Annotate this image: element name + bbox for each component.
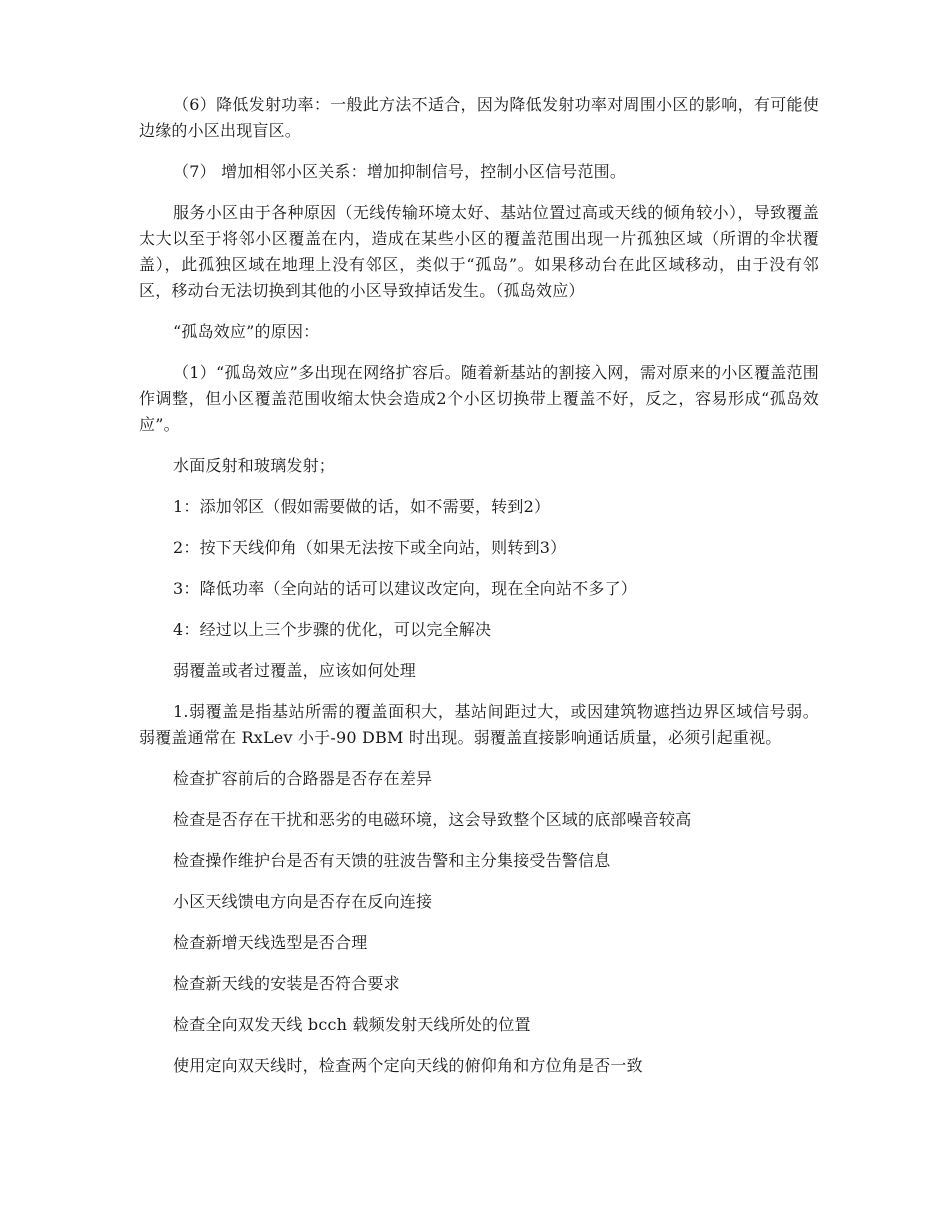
- paragraph-check-combiner: 检查扩容前后的合路器是否存在差异: [173, 769, 433, 788]
- paragraph-step-3: 3：降低功率（全向站的话可以建议改定向，现在全向站不多了）: [173, 579, 637, 598]
- paragraph-check-feeder: 小区天线馈电方向是否存在反向连接: [173, 892, 433, 911]
- paragraph-step-4: 4：经过以上三个步骤的优化，可以完全解决: [173, 620, 492, 639]
- paragraph-check-alarms: 检查操作维护台是否有天馈的驻波告警和主分集接受告警信息: [173, 851, 611, 870]
- paragraph-reduce-power: （6）降低发射功率：一般此方法不适合，因为降低发射功率对周围小区的影响，有可能使边缘的小区出现盲区。: [139, 95, 819, 140]
- paragraph-step-1: 1：添加邻区（假如需要做的话，如不需要，转到2）: [173, 497, 551, 516]
- paragraph-check-dual-antenna: 使用定向双天线时，检查两个定向天线的俯仰角和方位角是否一致: [173, 1056, 643, 1075]
- paragraph-step-2: 2：按下天线仰角（如果无法按下或全向站，则转到3）: [173, 538, 567, 557]
- paragraph-weak-coverage: 1.弱覆盖是指基站所需的覆盖面积大，基站间距过大，或因建筑物遮挡边界区域信号弱。弱覆盖通常在 RxLev 小于-90 DBM 时出现。弱覆盖直接影响通话质量，必须引起重视。: [139, 702, 819, 747]
- paragraph-add-neighbor: （7） 增加相邻小区关系：增加抑制信号，控制小区信号范围。: [173, 162, 627, 181]
- paragraph-check-installation: 检查新天线的安装是否符合要求: [173, 974, 400, 993]
- paragraph-check-bcch-antenna: 检查全向双发天线 bcch 载频发射天线所处的位置: [173, 1015, 531, 1034]
- document-body: [139, 92, 819, 1094]
- paragraph-island-description: 服务小区由于各种原因（无线传输环境太好、基站位置过高或天线的倾角较小），导致覆盖太大以至于将邻小区覆盖在内，造成在某些小区的覆盖范围出现一片孤独区域（所谓的伞状覆盖），此孤独区域在地理上没有邻区，类似于“孤岛”。如果移动台在此区域移动，由于没有邻区，移动台无法切换到其他的小区导致掉话发生。（孤岛效应）: [139, 203, 819, 300]
- paragraph-check-antenna-type: 检查新增天线选型是否合理: [173, 933, 368, 952]
- paragraph-island-cause-1: （1）“孤岛效应”多出现在网络扩容后。随着新基站的割接入网，需对原来的小区覆盖范围作调整，但小区覆盖范围收缩太快会造成2个小区切换带上覆盖不好，反之，容易形成“孤岛效应”。: [139, 363, 819, 434]
- paragraph-coverage-heading: 弱覆盖或者过覆盖，应该如何处理: [173, 661, 417, 680]
- paragraph-check-interference: 检查是否存在干扰和恶劣的电磁环境，这会导致整个区域的底部噪音较高: [173, 810, 692, 829]
- paragraph-reflection: 水面反射和玻璃发射；: [173, 456, 336, 475]
- paragraph-island-causes-heading: “孤岛效应”的原因：: [173, 322, 320, 341]
